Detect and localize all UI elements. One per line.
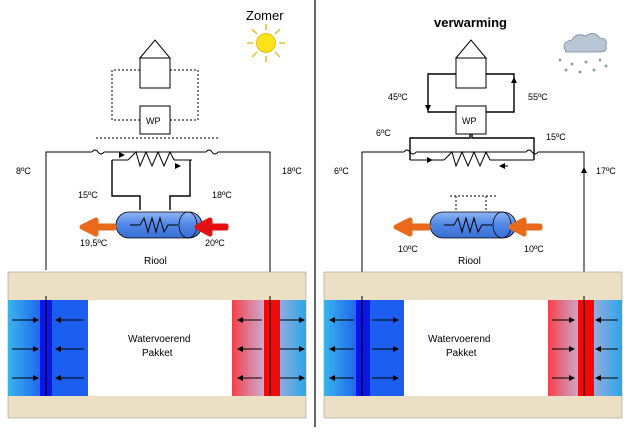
winter-temp-wp-right: 55ºC (528, 92, 548, 102)
winter-arrow-in-icon (511, 220, 540, 234)
snow-cloud-icon (559, 33, 608, 73)
summer-title: Zomer (246, 8, 284, 23)
winter-package-line1: Watervoerend (428, 334, 491, 345)
winter-sewer-pipe (430, 212, 516, 238)
house-symbol (140, 40, 170, 88)
summer-house-loop (112, 70, 198, 120)
winter-arrow-out-icon (396, 220, 428, 234)
summer-temp-left-pipe: 8ºC (16, 166, 31, 176)
winter-sewer-label: Riool (458, 256, 481, 267)
summer-sewer-pipe (116, 212, 202, 238)
winter-temp-right-pipe: 17ºC (596, 166, 616, 176)
winter-temp-upper-left: 6ºC (376, 128, 391, 138)
winter-wp-label: WP (462, 116, 477, 126)
sun-icon (247, 24, 285, 62)
summer-arrow-in-icon (197, 220, 226, 234)
winter-temp-upper-right: 15ºC (546, 132, 566, 142)
summer-temp-hx-right: 18ºC (212, 190, 232, 200)
summer-temp-hx-left: 15ºC (78, 190, 98, 200)
summer-sewer-label: Riool (144, 256, 167, 267)
winter-temp-left-pipe: 6ºC (334, 166, 349, 176)
summer-panel (8, 8, 306, 418)
winter-temp-sewer-out: 10ºC (398, 244, 418, 254)
winter-house-symbol (456, 40, 486, 88)
summer-temp-sewer-out: 19,5ºC (80, 238, 108, 248)
summer-wp-label: WP (146, 116, 161, 126)
summer-package-line1: Watervoerend (128, 334, 191, 345)
summer-arrow-out-icon (82, 220, 114, 234)
winter-package-line2: Pakket (446, 348, 477, 359)
winter-title: verwarming (434, 15, 507, 30)
winter-temp-wp-left: 45ºC (388, 92, 408, 102)
summer-package-line2: Pakket (142, 348, 173, 359)
summer-temp-sewer-in: 20ºC (205, 238, 225, 248)
winter-temp-sewer-in: 10ºC (524, 244, 544, 254)
summer-temp-right-pipe: 18ºC (282, 166, 302, 176)
winter-panel (324, 15, 622, 418)
